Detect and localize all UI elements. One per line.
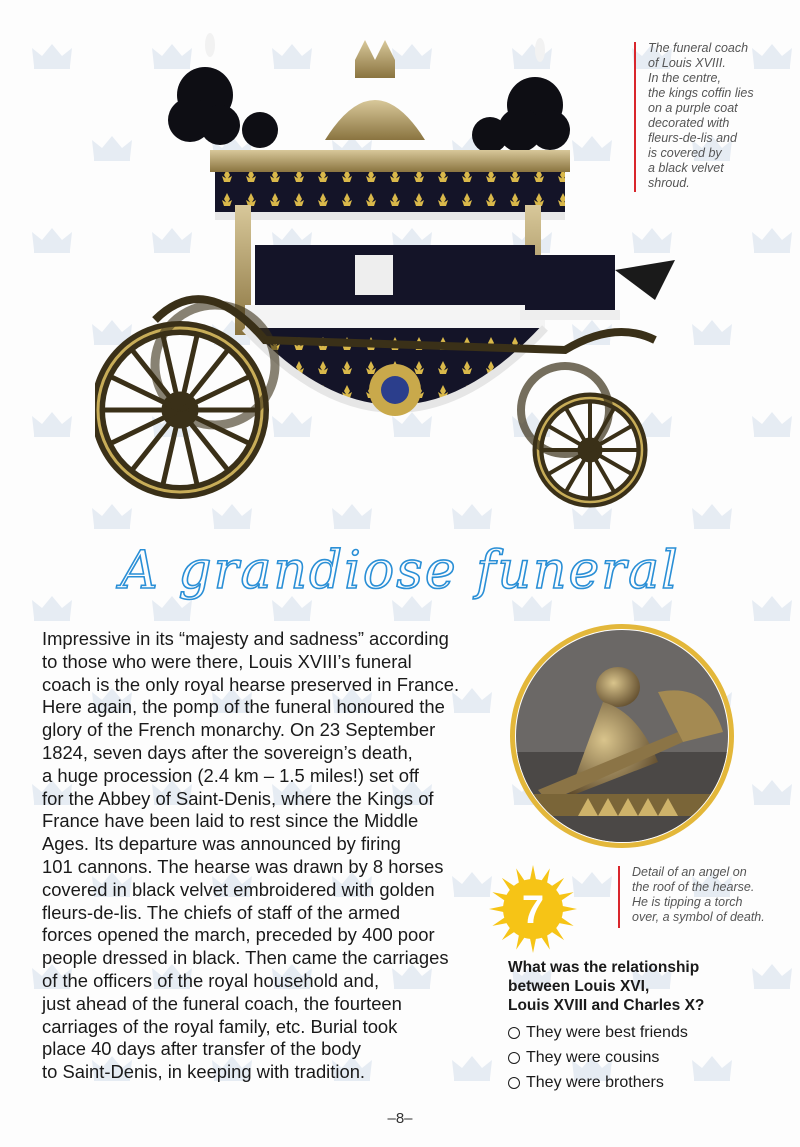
body-text-line: 1824, seven days after the sovereign’s death, bbox=[42, 741, 413, 763]
crown-watermark-icon bbox=[750, 408, 794, 438]
sun-badge-icon bbox=[488, 864, 578, 954]
hearse-caption-line: on a purple coat bbox=[648, 101, 738, 115]
crown-watermark-icon bbox=[690, 1052, 734, 1082]
crown-watermark-icon bbox=[750, 776, 794, 806]
crown-watermark-icon bbox=[30, 408, 74, 438]
body-text-line: for the Abbey of Saint-Denis, where the Kings of bbox=[42, 787, 434, 809]
crown-watermark-icon bbox=[690, 316, 734, 346]
body-text-line: 101 cannons. The hearse was drawn by 8 horses bbox=[42, 855, 444, 877]
angel-detail-image bbox=[508, 622, 736, 850]
radio-circle-icon[interactable] bbox=[508, 1077, 520, 1089]
body-text-line: a huge procession (2.4 km – 1.5 miles!) set off bbox=[42, 764, 419, 786]
quiz-option-1[interactable]: They were best friends bbox=[508, 1024, 688, 1042]
hearse-caption-line: shroud. bbox=[648, 176, 690, 190]
crown-watermark-icon bbox=[690, 500, 734, 530]
radio-circle-icon[interactable] bbox=[508, 1052, 520, 1064]
angel-caption bbox=[632, 865, 797, 925]
body-text-line: just ahead of the funeral coach, the fourteen bbox=[42, 992, 402, 1014]
hearse-illustration bbox=[95, 20, 695, 510]
hearse-caption-line: The funeral coach bbox=[648, 41, 749, 55]
sun-ray bbox=[489, 906, 505, 913]
angel-caption-line: over, a symbol of death. bbox=[632, 910, 765, 924]
hearse-caption-line: of Louis XVIII. bbox=[648, 56, 726, 70]
crown-watermark-icon bbox=[750, 592, 794, 622]
body-text-line: Impressive in its “majesty and sadness” according bbox=[42, 628, 449, 649]
body-text-line: carriages of the royal family, etc. Burial took bbox=[42, 1015, 398, 1037]
angel-caption-line: He is tipping a torch bbox=[632, 895, 743, 909]
body-text-line: to those who were there, Louis XVIII’s funeral bbox=[42, 650, 412, 672]
quiz-option-3[interactable]: They were brothers bbox=[508, 1074, 664, 1092]
body-text-line: covered in black velvet embroidered with golden bbox=[42, 878, 435, 900]
hearse-caption bbox=[648, 41, 788, 191]
page-title bbox=[110, 530, 690, 610]
crown-watermark-icon bbox=[30, 40, 74, 70]
angel-caption-line: Detail of an angel on bbox=[632, 865, 747, 879]
radio-circle-icon[interactable] bbox=[508, 1027, 520, 1039]
hearse-caption-line: the kings coffin lies bbox=[648, 86, 754, 100]
crown-watermark-icon bbox=[30, 592, 74, 622]
angel-caption-line: the roof of the hearse. bbox=[632, 880, 755, 894]
hearse-caption-line: In the centre, bbox=[648, 71, 721, 85]
hearse-caption-line: is covered by bbox=[648, 146, 722, 160]
body-text-line: of the officers of the royal household and, bbox=[42, 969, 380, 991]
quiz-question-line: Louis XVIII and Charles X? bbox=[508, 997, 705, 1014]
hearse-caption-line: a black velvet bbox=[648, 161, 724, 175]
quiz-question-line: What was the relationship bbox=[508, 959, 700, 976]
body-text-line: coach is the only royal hearse preserved in France. bbox=[42, 673, 460, 695]
svg-text:A grandiose funeral: A grandiose funeral bbox=[120, 541, 680, 601]
sun-ray bbox=[530, 865, 537, 881]
body-text-line: Ages. Its departure was announced by firing bbox=[42, 833, 401, 855]
body-text bbox=[42, 628, 482, 1084]
sun-ray bbox=[561, 906, 577, 913]
crown-watermark-icon bbox=[30, 224, 74, 254]
hearse-caption-line: decorated with bbox=[648, 116, 730, 130]
body-text-line: glory of the French monarchy. On 23 September bbox=[42, 719, 436, 741]
body-text-line: fleurs-de-lis. The chiefs of staff of the armed bbox=[42, 901, 401, 923]
body-text-line: Here again, the pomp of the funeral honoured the bbox=[42, 696, 445, 718]
page-number: –8– bbox=[387, 1110, 413, 1127]
sun-ray bbox=[530, 937, 537, 953]
body-text-line: to Saint-Denis, in keeping with tradition. bbox=[42, 1061, 366, 1083]
crown-watermark-icon bbox=[750, 224, 794, 254]
body-text-line: forces opened the march, preceded by 400 poor bbox=[42, 924, 435, 946]
body-text-line: place 40 days after transfer of the body bbox=[42, 1038, 361, 1060]
svg-text:7: 7 bbox=[521, 888, 545, 932]
quiz-question bbox=[508, 958, 778, 1015]
body-text-line: people dressed in black. Then came the carriages bbox=[42, 947, 449, 969]
body-text-line: France have been laid to rest since the Middle bbox=[42, 810, 419, 832]
angel-caption-bar bbox=[618, 866, 620, 928]
hearse-caption-bar bbox=[634, 42, 636, 192]
quiz-question-line: between Louis XVI, bbox=[508, 978, 650, 995]
hearse-caption-line: fleurs-de-lis and bbox=[648, 131, 737, 145]
quiz-option-2[interactable]: They were cousins bbox=[508, 1049, 659, 1067]
